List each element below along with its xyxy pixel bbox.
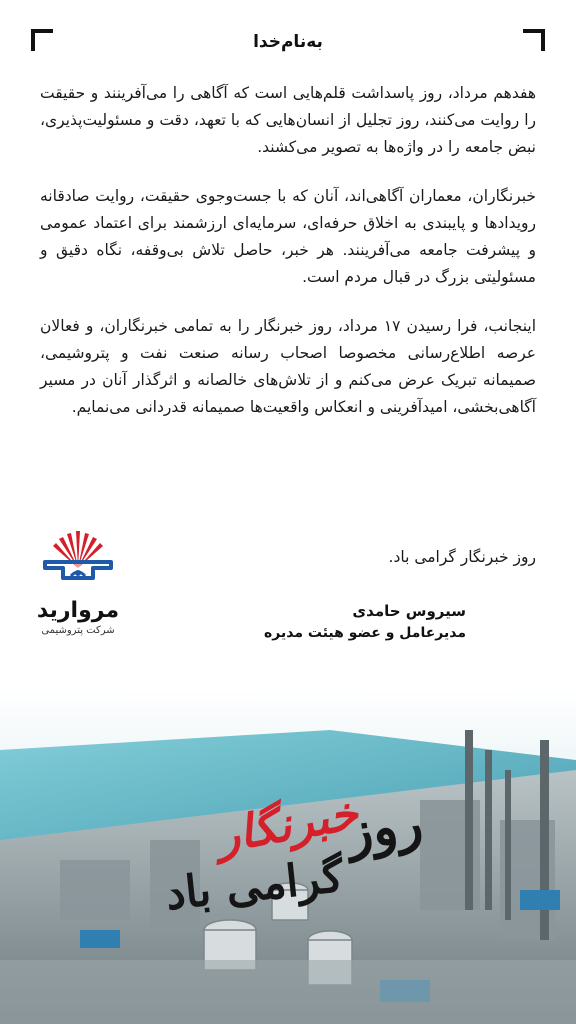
calligraphy-word-ruz: روز	[343, 792, 427, 863]
calligraphy-word-khabarnegar: خبرنگار	[212, 785, 362, 864]
signer-name: سیروس حامدی	[352, 602, 466, 620]
paragraph-3: اینجانب، فرا رسیدن ۱۷ مرداد، روز خبرنگار را به تمامی خبرنگاران، و فعالان عرصه اطلاع‌رسانی مخصوصا اصحاب رسانه صنعت نفت و پتروشیمی، صمیمانه تبریک عرض می‌کنم و از تلاش‌های خالصانه و اثرگذار آنان در مسیر آگاهی‌بخشی، امیدآفرینی و انعکاس واقعیت‌ها صمیمانه قدردانی می‌نمایم.	[40, 317, 536, 416]
page-title: به‌نام‌خدا	[253, 32, 323, 52]
paragraph-2: خبرنگاران، معماران آگاهی‌اند، آنان که با جست‌وجوی حقیقت، روایت صادقانه رویدادها و پایبندی به اخلاق حرفه‌ای، سرمایه‌ای ارزشمند برای اعتماد عمومی و پیشرفت جامعه می‌آفرینند. هر خبر، حاصل تلاش بی‌وقفه، نگاه دقیق و مسئولیتی بزرگ در قبال مردم است.	[40, 187, 536, 286]
company-logo	[28, 528, 128, 636]
paragraph-1: هفدهم مرداد، روز پاسداشت قلم‌هایی است که آگاهی را می‌آفرینند و حقیقت را روایت می‌کنند، روز تجلیل از انسان‌هایی که با تعهد، دقت و مسئولیت‌پذیری، نبض جامعه را در واژه‌ها به تصویر می‌کشند.	[40, 84, 536, 156]
shell-logo-icon	[33, 528, 123, 590]
greeting-line: روز خبرنگار گرامی باد.	[388, 548, 536, 566]
message-body	[40, 80, 536, 443]
signer-title: مدیرعامل و عضو هیئت مدیره	[264, 625, 466, 641]
calligraphy-title	[140, 740, 440, 930]
signature-block	[264, 600, 466, 644]
logo-name: مروارید	[36, 598, 120, 623]
calligraphy-words-gerami-bad: گرامی باد	[163, 850, 346, 921]
logo-subtitle: شرکت پتروشیمی	[41, 625, 115, 636]
